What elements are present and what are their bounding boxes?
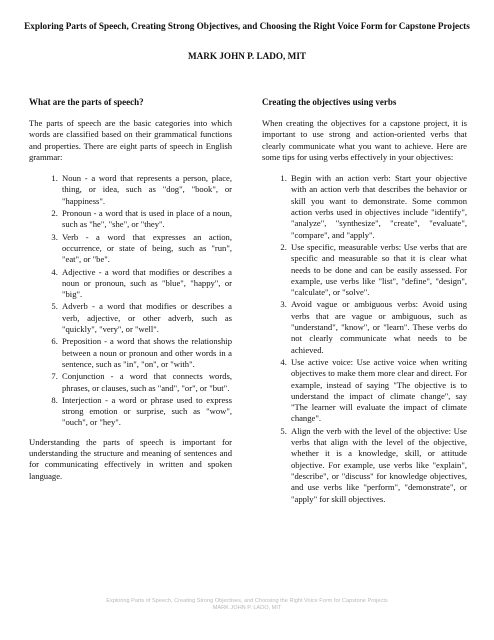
list-item: 3. Avoid vague or ambiguous verbs: Avoid using verbs that are vague or ambiguous, such as "understand", "know", or "learn". These verbs do not clearly communicate what needs to be achieved. xyxy=(289,299,467,355)
document-title: Exploring Parts of Speech, Creating Strong Objectives, and Choosing the Right Voice Form for Capstone Projects xyxy=(24,21,470,31)
list-item: 2. Pronoun - a word that is used in place of a noun, such as "he", "she", or "they". xyxy=(60,208,232,231)
list-item: 2. Use specific, measurable verbs: Use verbs that are specific and measurable so that it is clear what needs to be done and can be easily assessed. For example, use verbs like "list", "define", "design", "calculate", or "solve". xyxy=(289,242,467,298)
right-column xyxy=(262,96,467,513)
document-author: MARK JOHN P. LADO, MIT xyxy=(187,51,307,61)
list-item: 3. Verb - a word that expresses an action, occurrence, or state of being, such as "run", "eat", or "be". xyxy=(60,232,232,266)
left-outro-paragraph: Understanding the parts of speech is important for understanding the structure and meaning of sentences and for communicating effectively in written and spoken language. xyxy=(29,436,232,481)
verb-tips-list xyxy=(262,173,467,505)
footer-title: Exploring Parts of Speech, Creating Strong Objectives, and Choosing the Right Voice Form for Capstone Projects xyxy=(106,598,388,604)
page-footer xyxy=(20,598,474,612)
list-item: 5. Align the verb with the level of the objective: Use verbs that align with the level of the objective, whether it is a knowledge, skill, or attitude objective. For example, use verbs like "explain", "describe", or "discuss" for knowledge objectives, and use verbs like "perform", "demonstrate", or "apply" for skill objectives. xyxy=(289,426,467,505)
right-intro-paragraph: When creating the objectives for a capstone project, it is important to use strong and action-oriented verbs that clearly communicate what you want to achieve. Here are some tips for using verbs effectively in your objectives: xyxy=(262,118,467,162)
list-item: 8. Interjection - a word or phrase used to express strong emotion or surprise, such as "wow", "ouch", or "hey". xyxy=(60,395,232,429)
left-column xyxy=(29,96,232,492)
list-item: 4. Use active voice: Use active voice when writing objectives to make them more clear and direct. For example, instead of saying "The objective is to understand the impact of climate change", say "The learner will evaluate the impact of climate change". xyxy=(289,357,467,425)
parts-of-speech-list xyxy=(29,173,232,429)
list-item: 7. Conjunction - a word that connects words, phrases, or clauses, such as "and", "or", or "but". xyxy=(60,371,232,394)
list-item: 4. Adjective - a word that modifies or describes a noun or pronoun, such as "blue", "happy", or "big". xyxy=(60,267,232,301)
list-item: 5. Adverb - a word that modifies or describes a verb, adjective, or other adverb, such as "quickly", "very", or "well". xyxy=(60,301,232,335)
list-item: 6. Preposition - a word that shows the relationship between a noun or pronoun and other words in a sentence, such as "in", "on", or "with". xyxy=(60,336,232,370)
list-item: 1. Noun - a word that represents a person, place, thing, or idea, such as "dog", "book", or "happiness". xyxy=(60,173,232,207)
right-heading: Creating the objectives using verbs xyxy=(262,97,397,107)
footer-author: MARK JOHN P. LADO, MIT xyxy=(212,605,282,611)
left-heading: What are the parts of speech? xyxy=(29,97,144,107)
list-item: 1. Begin with an action verb: Start your objective with an action verb that describes the behavior or skill you want to demonstrate. Some common action verbs used in objectives include "identify", "analyze", "synthesize", "create", "evaluate", "compare", and "apply". xyxy=(289,173,467,241)
left-intro-paragraph: The parts of speech are the basic categories into which words are classified based on their grammatical functions and properties. There are eight parts of speech in English grammar: xyxy=(29,118,232,162)
